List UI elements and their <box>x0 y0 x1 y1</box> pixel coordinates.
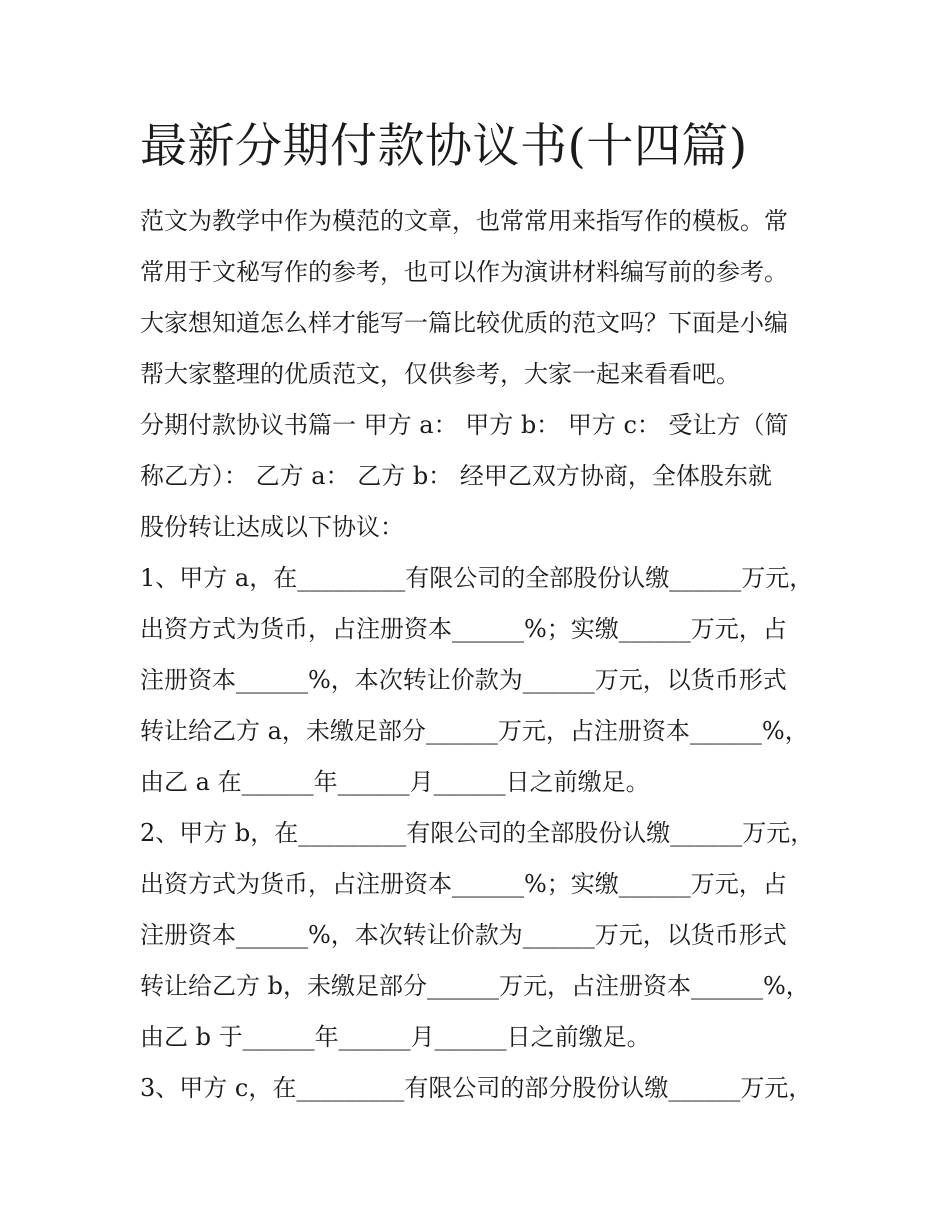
body-line-3: 大家想知道怎么样才能写一篇比较优质的范文吗？下面是小编 <box>140 309 788 337</box>
document-title: 最新分期付款协议书(十四篇) <box>140 119 748 174</box>
document-body <box>140 196 820 1114</box>
body-line-1: 范文为教学中作为模范的文章，也常常用来指写作的模板。常 <box>140 207 788 235</box>
body-line-10: 注册资本______%，本次转让价款为______万元，以货币形式 <box>140 666 787 694</box>
body-line-8: 1、甲方 a，在_________有限公司的全部股份认缴______万元， <box>140 564 814 592</box>
body-line-18: 3、甲方 c，在_________有限公司的部分股份认缴______万元， <box>140 1074 813 1102</box>
body-line-13: 2、甲方 b，在_________有限公司的全部股份认缴______万元， <box>140 819 815 847</box>
body-line-17: 由乙 b 于______年______月______日之前缴足。 <box>140 1023 651 1051</box>
body-line-9: 出资方式为货币，占注册资本______%；实缴______万元，占 <box>140 615 787 643</box>
body-line-6: 称乙方）： 乙方 a： 乙方 b： 经甲乙双方协商，全体股东就 <box>140 462 772 490</box>
body-line-5: 分期付款协议书篇一 甲方 a： 甲方 b： 甲方 c： 受让方（简 <box>140 411 789 439</box>
body-line-12: 由乙 a 在______年______月______日之前缴足。 <box>140 768 650 796</box>
body-line-16: 转让给乙方 b，未缴足部分______万元，占注册资本______%， <box>140 972 810 1000</box>
body-line-7: 股份转让达成以下协议： <box>140 513 404 541</box>
body-line-15: 注册资本______%，本次转让价款为______万元，以货币形式 <box>140 921 787 949</box>
body-line-4: 帮大家整理的优质范文，仅供参考，大家一起来看看吧。 <box>140 360 740 388</box>
body-line-14: 出资方式为货币，占注册资本______%；实缴______万元，占 <box>140 870 787 898</box>
body-line-2: 常用于文秘写作的参考，也可以作为演讲材料编写前的参考。 <box>140 258 788 286</box>
body-line-11: 转让给乙方 a，未缴足部分______万元，占注册资本______%， <box>140 717 809 745</box>
